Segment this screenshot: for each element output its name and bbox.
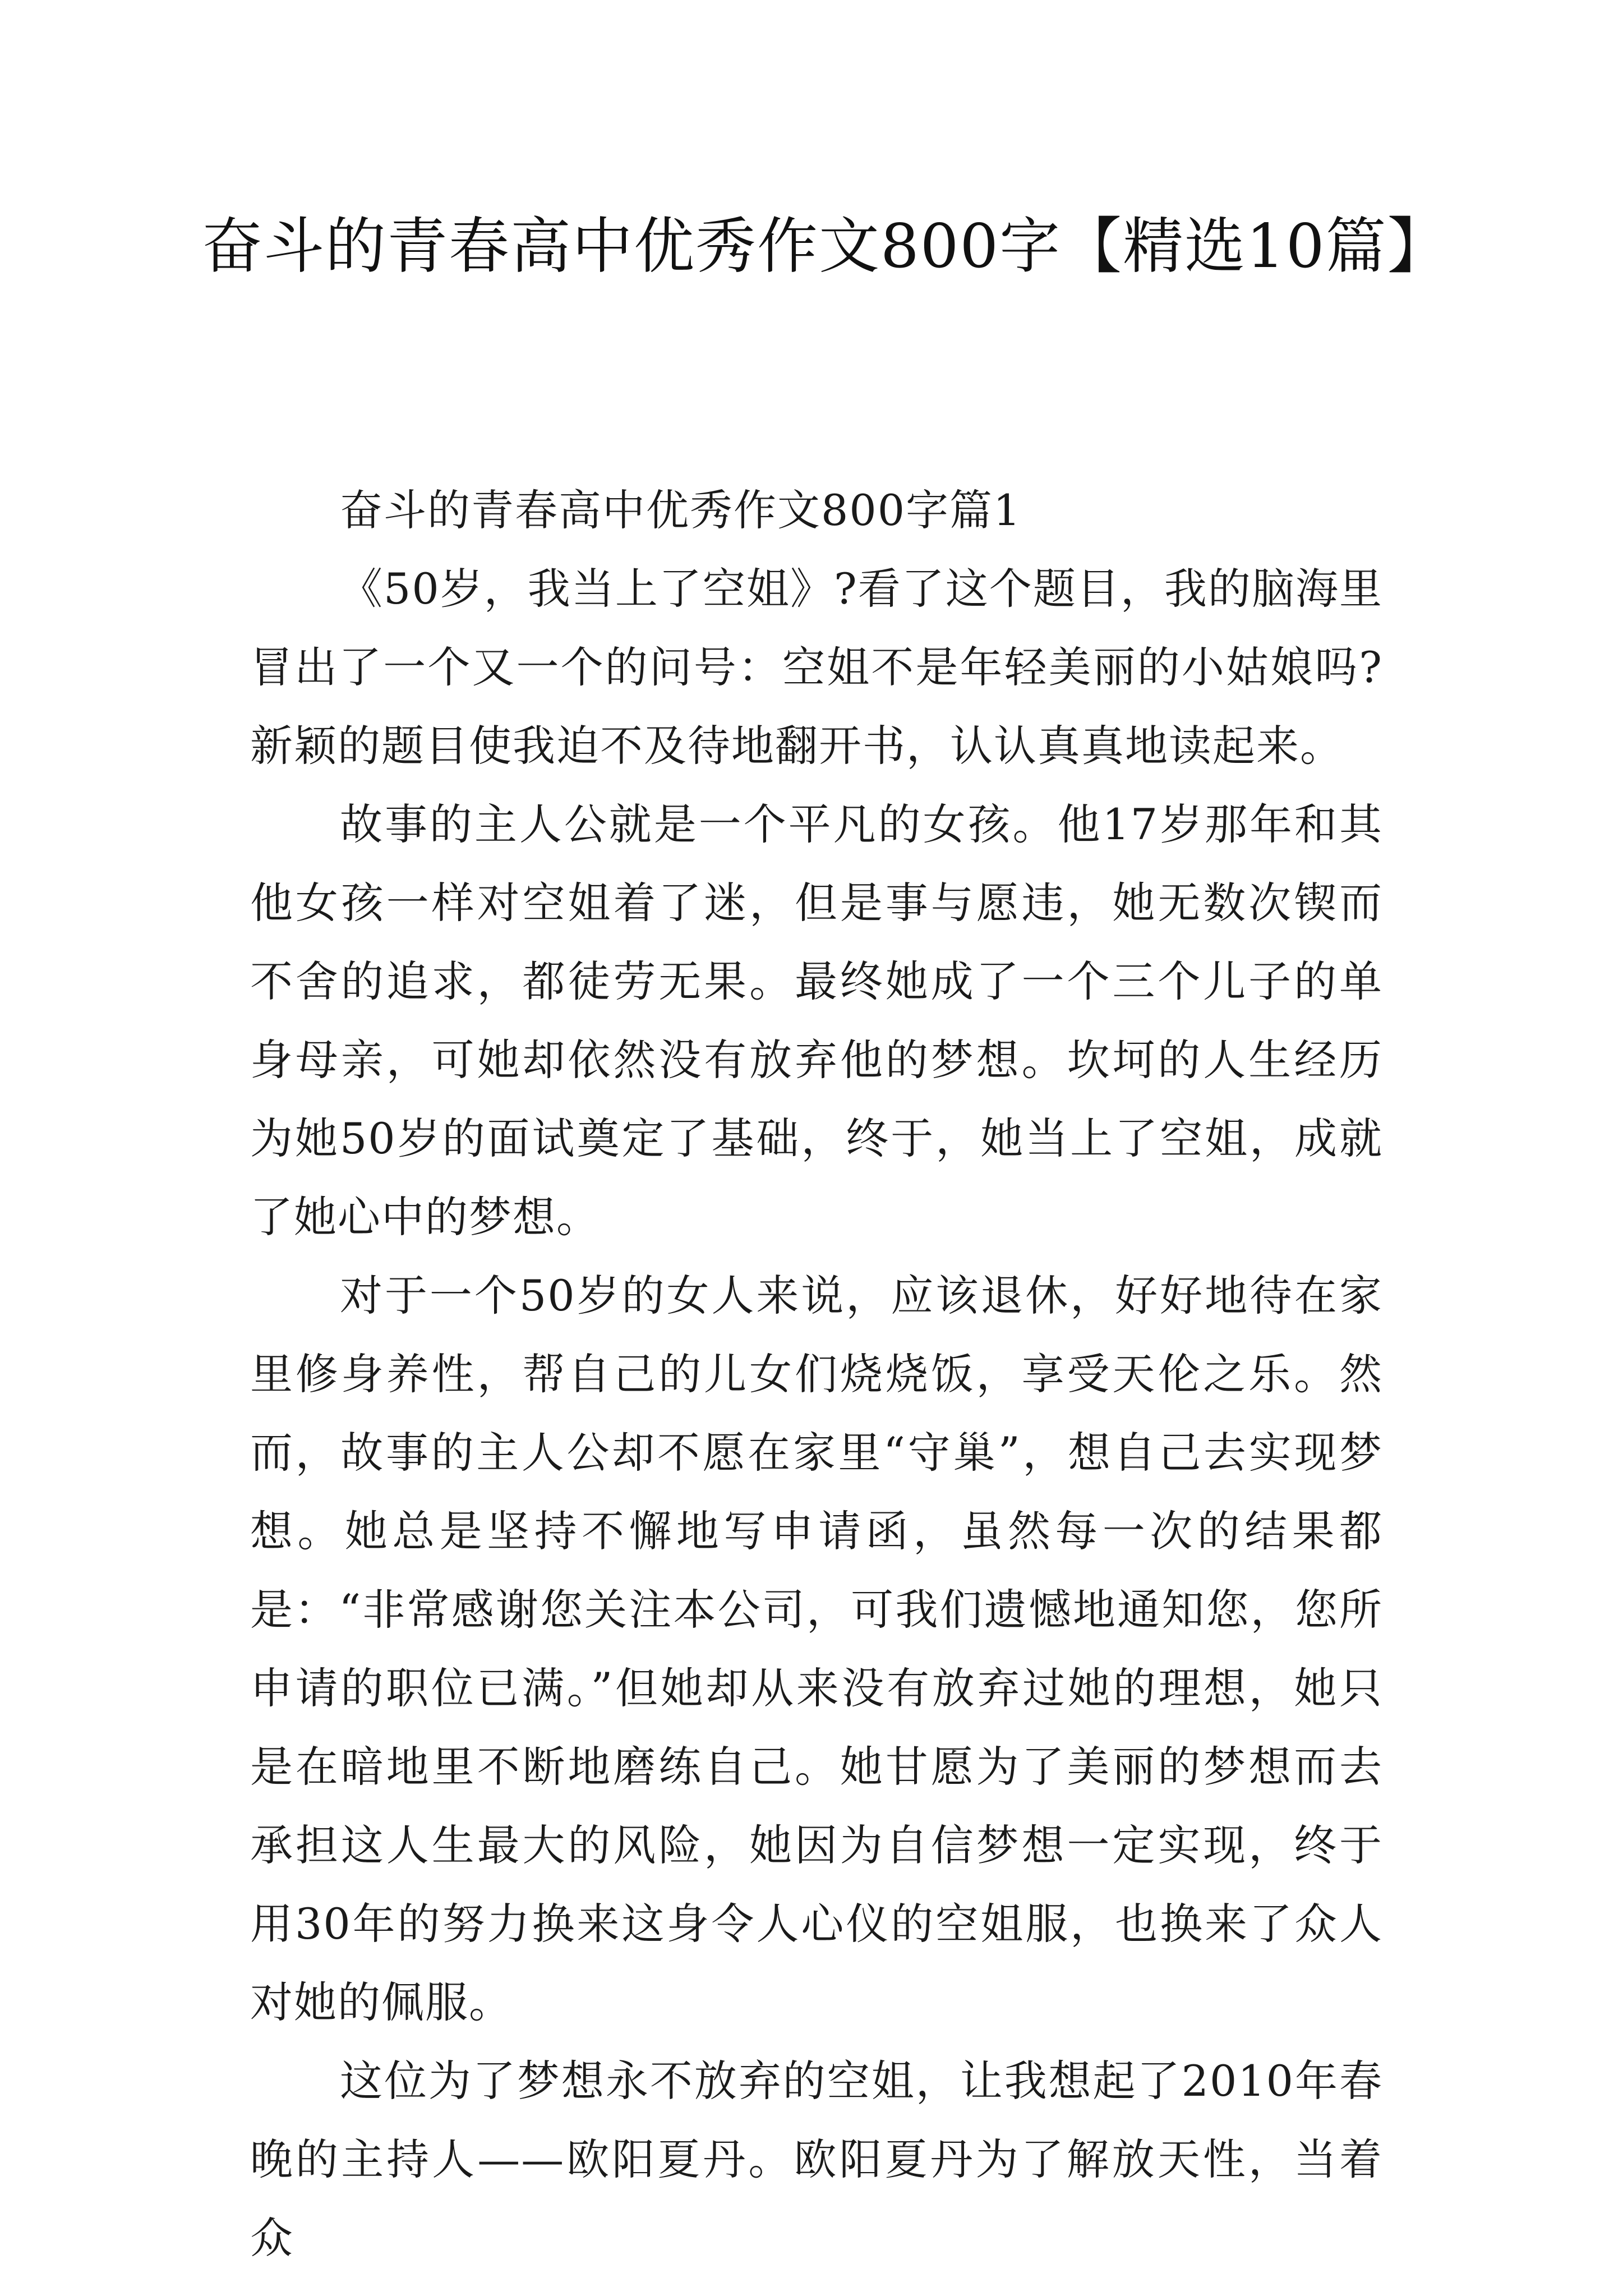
- document-body: [250, 471, 1383, 2277]
- document-title: 奋斗的青春高中优秀作文800字【精选10篇】: [202, 211, 1449, 282]
- paragraph-2: 故事的主人公就是一个平凡的女孩。他17岁那年和其他女孩一样对空姐着了迷，但是事与愿违，她无数次锲而不舍的追求，都徒劳无果。最终她成了一个三个儿子的单身母亲，可她却依然没有放弃他的梦想。坎坷的人生经历为她50岁的面试奠定了基础，终于，她当上了空姐，成就了她心中的梦想。: [250, 799, 1383, 1242]
- paragraph-1: 《50岁，我当上了空姐》?看了这个题目，我的脑海里冒出了一个又一个的问号：空姐不是年轻美丽的小姑娘吗?新颖的题目使我迫不及待地翻开书，认认真真地读起来。: [250, 564, 1383, 771]
- paragraph-4: 这位为了梦想永不放弃的空姐，让我想起了2010年春晚的主持人——欧阳夏丹。欧阳夏丹为了解放天性，当着众: [250, 2056, 1383, 2263]
- section-heading: 奋斗的青春高中优秀作文800字篇1: [340, 485, 1022, 535]
- paragraph-3: 对于一个50岁的女人来说，应该退休，好好地待在家里修身养性，帮自己的儿女们烧烧饭，享受天伦之乐。然而，故事的主人公却不愿在家里“守巢”，想自己去实现梦想。她总是坚持不懈地写申请函，虽然每一次的结果都是：“非常感谢您关注本公司，可我们遗憾地通知您，您所申请的职位已满。”但她却从来没有放弃过她的理想，她只是在暗地里不断地磨练自己。她甘愿为了美丽的梦想而去承担这人生最大的风险，她因为自信梦想一定实现，终于用30年的努力换来这身令人心仪的空姐服，也换来了众人对她的佩服。: [250, 1271, 1383, 2027]
